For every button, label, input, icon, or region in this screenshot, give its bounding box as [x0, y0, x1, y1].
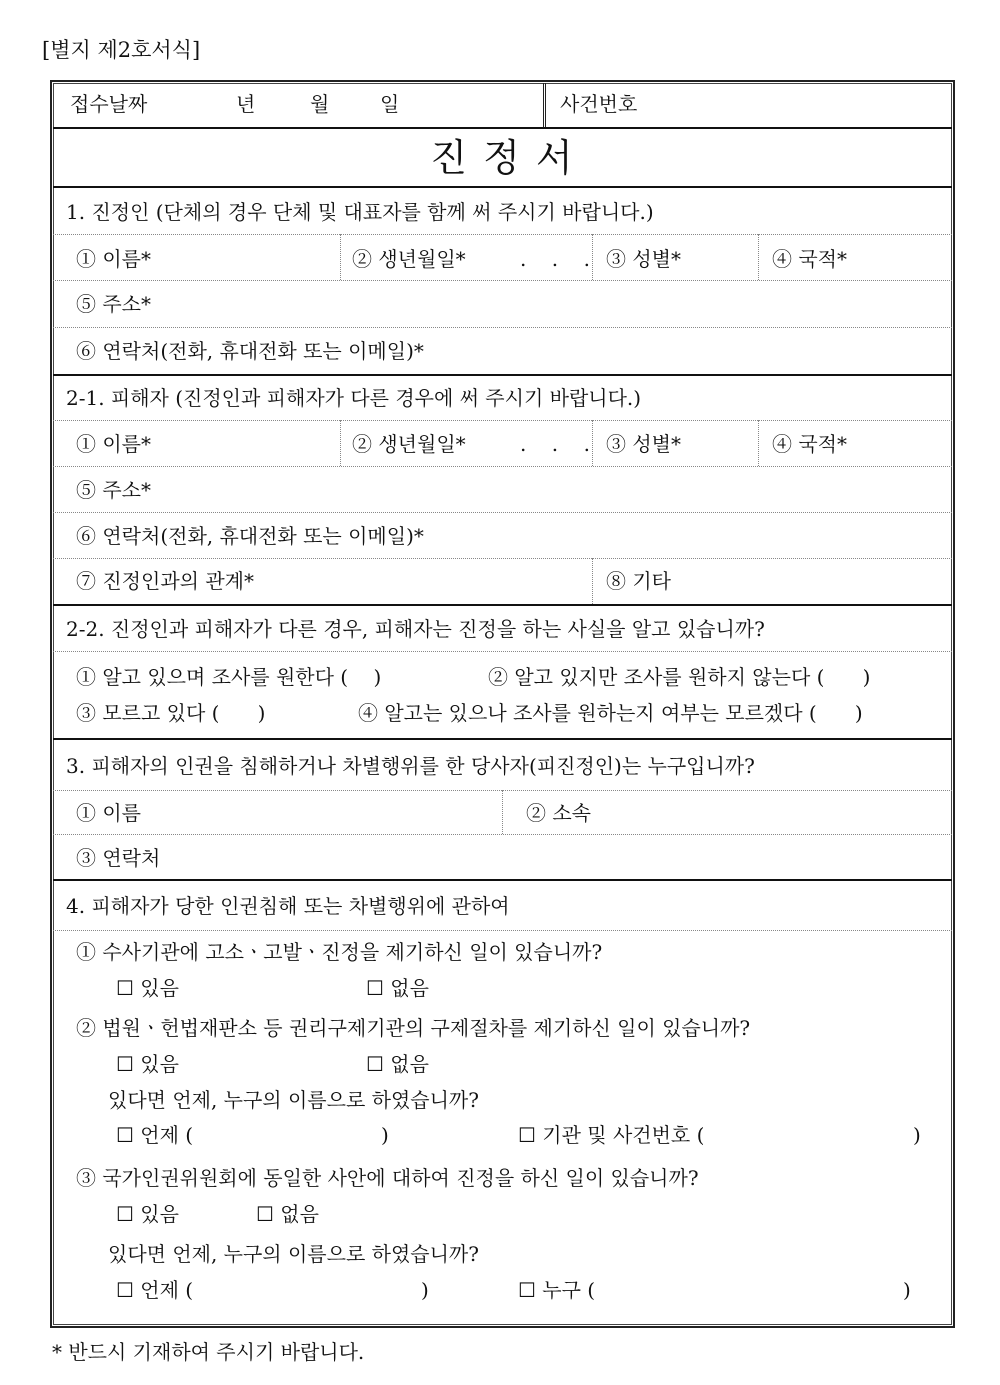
awareness-option-1: ① 알고 있으며 조사를 원한다 ( ) [76, 665, 382, 689]
victim-nationality-field: ④ 국적* [772, 432, 847, 456]
victim-name-field: ① 이름* [76, 432, 151, 456]
victim-address-field: ⑤ 주소* [76, 478, 151, 502]
divider [340, 420, 341, 466]
complainant-nationality-field: ④ 국적* [772, 247, 847, 271]
divider [53, 558, 952, 559]
form-number-label: [별지 제2호서식] [42, 38, 201, 62]
divider [53, 420, 952, 421]
q3-no-checkbox[interactable]: ☐ 없음 [256, 1202, 319, 1226]
section1-heading: 1. 진정인 (단체의 경우 단체 및 대표자를 함께 써 주시기 바랍니다.) [66, 200, 654, 224]
question-2: ② 법원ㆍ헌법재판소 등 권리구제기관의 구제절차를 제기하신 일이 있습니까? [76, 1016, 751, 1040]
victim-relation-field: ⑦ 진정인과의 관계* [76, 569, 254, 593]
awareness-option-3: ③ 모르고 있다 ( ) [76, 701, 266, 725]
question-1: ① 수사기관에 고소ㆍ고발ㆍ진정을 제기하신 일이 있습니까? [76, 940, 603, 964]
awareness-option-2: ② 알고 있지만 조사를 원하지 않는다 ( ) [488, 665, 871, 689]
divider [758, 420, 759, 466]
birth-date-dots: . . . [520, 247, 590, 271]
question-3: ③ 국가인권위원회에 동일한 사안에 대하여 진정을 하신 일이 있습니까? [76, 1166, 699, 1190]
divider [592, 558, 593, 604]
complainant-birth-field: ② 생년월일* [352, 247, 466, 271]
divider [53, 466, 952, 467]
case-number-label: 사건번호 [560, 92, 638, 116]
divider [502, 790, 503, 834]
birth-date-dots: . . . [520, 432, 590, 456]
header-divider [543, 83, 546, 128]
q2-no-checkbox[interactable]: ☐ 없음 [366, 1052, 429, 1076]
complainant-gender-field: ③ 성별* [606, 247, 681, 271]
victim-gender-field: ③ 성별* [606, 432, 681, 456]
q3-who-close: ) [903, 1278, 911, 1302]
divider [53, 186, 952, 188]
divider [53, 651, 952, 652]
divider [53, 280, 952, 281]
divider [53, 234, 952, 235]
awareness-option-4: ④ 알고는 있으나 조사를 원하는지 여부는 모르겠다 ( ) [358, 701, 863, 725]
divider [53, 930, 952, 931]
divider [53, 879, 952, 881]
q1-yes-checkbox[interactable]: ☐ 있음 [116, 976, 179, 1000]
divider [340, 234, 341, 280]
q3-followup: 있다면 언제, 누구의 이름으로 하였습니까? [108, 1242, 479, 1266]
divider [53, 327, 952, 328]
complainant-name-field: ① 이름* [76, 247, 151, 271]
respondent-contact-field: ③ 연락처 [76, 846, 161, 870]
q3-when-close: ) [421, 1278, 429, 1302]
q2-when-checkbox[interactable]: ☐ 언제 ( [116, 1123, 194, 1147]
document-title: 진 정 서 [430, 136, 575, 180]
q2-when-close: ) [381, 1123, 389, 1147]
q3-when-checkbox[interactable]: ☐ 언제 ( [116, 1278, 194, 1302]
victim-birth-field: ② 생년월일* [352, 432, 466, 456]
victim-other-field: ⑧ 기타 [606, 569, 671, 593]
q3-who-checkbox[interactable]: ☐ 누구 ( [518, 1278, 596, 1302]
divider [53, 834, 952, 835]
q1-no-checkbox[interactable]: ☐ 없음 [366, 976, 429, 1000]
divider [53, 738, 952, 740]
day-label: 일 [380, 92, 400, 116]
q2-agency-checkbox[interactable]: ☐ 기관 및 사건번호 ( [518, 1123, 705, 1147]
respondent-affiliation-field: ② 소속 [526, 801, 591, 825]
respondent-name-field: ① 이름 [76, 801, 141, 825]
divider [53, 374, 952, 376]
q3-yes-checkbox[interactable]: ☐ 있음 [116, 1202, 179, 1226]
year-label: 년 [236, 92, 256, 116]
received-date-label: 접수날짜 [70, 92, 148, 116]
section2-2-heading: 2-2. 진정인과 피해자가 다른 경우, 피해자는 진정을 하는 사실을 알고 있습니까? [66, 617, 765, 641]
divider [53, 512, 952, 513]
divider [592, 420, 593, 466]
divider [592, 234, 593, 280]
month-label: 월 [310, 92, 330, 116]
q2-followup: 있다면 언제, 누구의 이름으로 하였습니까? [108, 1088, 479, 1112]
divider [758, 234, 759, 280]
complainant-contact-field: ⑥ 연락처(전화, 휴대전화 또는 이메일)* [76, 339, 424, 363]
section4-heading: 4. 피해자가 당한 인권침해 또는 차별행위에 관하여 [66, 894, 510, 918]
divider [53, 127, 952, 129]
q2-agency-close: ) [913, 1123, 921, 1147]
section2-1-heading: 2-1. 피해자 (진정인과 피해자가 다른 경우에 써 주시기 바랍니다.) [66, 386, 642, 410]
section3-heading: 3. 피해자의 인권을 침해하거나 차별행위를 한 당사자(피진정인)는 누구입니까? [66, 754, 755, 778]
divider [53, 604, 952, 606]
complainant-address-field: ⑤ 주소* [76, 292, 151, 316]
victim-contact-field: ⑥ 연락처(전화, 휴대전화 또는 이메일)* [76, 524, 424, 548]
required-footnote: * 반드시 기재하여 주시기 바랍니다. [52, 1340, 365, 1364]
q2-yes-checkbox[interactable]: ☐ 있음 [116, 1052, 179, 1076]
